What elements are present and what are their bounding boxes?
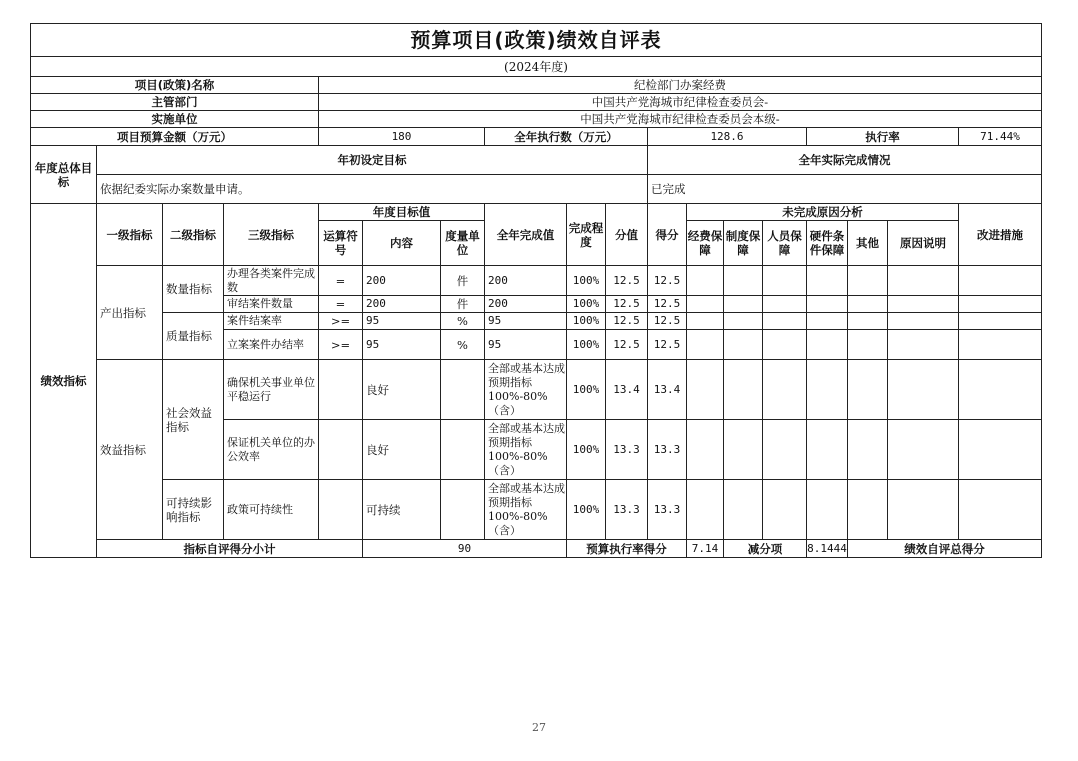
row-score: 13.3 — [648, 480, 687, 540]
row-l3: 审结案件数量 — [224, 296, 319, 313]
goal-done-text: 已完成 — [648, 175, 1042, 204]
row-op — [319, 360, 363, 420]
header-r3: 人员保障 — [763, 221, 807, 266]
deduct-value: 8.1444 — [807, 540, 848, 558]
rate-label: 执行率 — [807, 128, 959, 146]
quantity-label: 数量指标 — [163, 266, 224, 313]
header-l1: 一级指标 — [97, 204, 163, 266]
output-label: 产出指标 — [97, 266, 163, 360]
total-label: 绩效自评总得分 — [848, 540, 1042, 558]
row-score: 13.4 — [648, 360, 687, 420]
project-name-value: 纪检部门办案经费 — [319, 77, 1042, 94]
sustain-label: 可持续影响指标 — [163, 480, 224, 540]
impl-label: 实施单位 — [31, 111, 319, 128]
row-score: 12.5 — [648, 296, 687, 313]
header-improve: 改进措施 — [959, 204, 1042, 266]
page-number: 27 — [532, 721, 546, 734]
header-reason: 未完成原因分析 — [687, 204, 959, 221]
row-content: 95 — [363, 330, 441, 360]
row-l3: 政策可持续性 — [224, 480, 319, 540]
row-l3: 案件结案率 — [224, 313, 319, 330]
form-year: (2024年度) — [31, 57, 1042, 77]
row-content: 可持续 — [363, 480, 441, 540]
row-content: 200 — [363, 296, 441, 313]
row-l3: 确保机关事业单位平稳运行 — [224, 360, 319, 420]
row-degree: 100% — [567, 330, 606, 360]
row-degree: 100% — [567, 480, 606, 540]
row-op: = — [319, 296, 363, 313]
exec-value: 128.6 — [648, 128, 807, 146]
dept-label: 主管部门 — [31, 94, 319, 111]
row-actual: 全部或基本达成预期指标100%-80%（含） — [485, 360, 567, 420]
perf-label: 绩效指标 — [31, 204, 97, 558]
header-op: 运算符号 — [319, 221, 363, 266]
header-r6: 原因说明 — [888, 221, 959, 266]
row-op: >= — [319, 330, 363, 360]
row-value: 12.5 — [606, 266, 648, 296]
row-unit — [441, 480, 485, 540]
row-score: 12.5 — [648, 313, 687, 330]
row-content: 95 — [363, 313, 441, 330]
row-degree: 100% — [567, 420, 606, 480]
evaluation-table — [30, 23, 1042, 558]
row-value: 12.5 — [606, 330, 648, 360]
row-unit — [441, 360, 485, 420]
row-degree: 100% — [567, 313, 606, 330]
row-degree: 100% — [567, 360, 606, 420]
header-l3: 三级指标 — [224, 204, 319, 266]
subtotal-value: 90 — [363, 540, 567, 558]
table-row — [31, 480, 1042, 540]
goal-done-label: 全年实际完成情况 — [648, 146, 1042, 175]
row-unit — [441, 420, 485, 480]
row-l3: 办理各类案件完成数 — [224, 266, 319, 296]
header-actual: 全年完成值 — [485, 204, 567, 266]
header-score: 得分 — [648, 204, 687, 266]
row-score: 13.3 — [648, 420, 687, 480]
row-score: 12.5 — [648, 266, 687, 296]
header-l2: 二级指标 — [163, 204, 224, 266]
exec-label: 全年执行数（万元） — [485, 128, 648, 146]
social-label: 社会效益指标 — [163, 360, 224, 480]
row-value: 13.3 — [606, 480, 648, 540]
row-actual: 95 — [485, 330, 567, 360]
row-unit: 件 — [441, 266, 485, 296]
row-degree: 100% — [567, 266, 606, 296]
form-title: 预算项目(政策)绩效自评表 — [31, 24, 1042, 57]
dept-value: 中国共产党海城市纪律检查委员会- — [319, 94, 1042, 111]
row-content: 良好 — [363, 360, 441, 420]
row-value: 12.5 — [606, 313, 648, 330]
row-unit: 件 — [441, 296, 485, 313]
row-l3: 立案案件办结率 — [224, 330, 319, 360]
goal-set-label: 年初设定目标 — [97, 146, 648, 175]
row-content: 200 — [363, 266, 441, 296]
row-op: >= — [319, 313, 363, 330]
header-r4: 硬件条件保障 — [807, 221, 848, 266]
budget-value: 180 — [319, 128, 485, 146]
header-r1: 经费保障 — [687, 221, 724, 266]
row-actual: 200 — [485, 266, 567, 296]
header-r2: 制度保障 — [724, 221, 763, 266]
budget-label: 项目预算金额（万元） — [31, 128, 319, 146]
row-content: 良好 — [363, 420, 441, 480]
goal-label: 年度总体目标 — [31, 146, 97, 204]
header-target: 年度目标值 — [319, 204, 485, 221]
header-content: 内容 — [363, 221, 441, 266]
header-score-value: 分值 — [606, 204, 648, 266]
performance-self-evaluation-form — [30, 23, 1041, 568]
quality-label: 质量指标 — [163, 313, 224, 360]
row-score: 12.5 — [648, 330, 687, 360]
table-row — [31, 313, 1042, 330]
budget-score-value: 7.14 — [687, 540, 724, 558]
header-r5: 其他 — [848, 221, 888, 266]
table-row — [31, 266, 1042, 296]
row-value: 13.3 — [606, 420, 648, 480]
row-op: = — [319, 266, 363, 296]
row-value: 13.4 — [606, 360, 648, 420]
row-value: 12.5 — [606, 296, 648, 313]
row-op — [319, 420, 363, 480]
row-actual: 95 — [485, 313, 567, 330]
benefit-label: 效益指标 — [97, 360, 163, 540]
row-op — [319, 480, 363, 540]
row-actual: 200 — [485, 296, 567, 313]
goal-set-text: 依据纪委实际办案数量申请。 — [97, 175, 648, 204]
project-name-label: 项目(政策)名称 — [31, 77, 319, 94]
row-actual: 全部或基本达成预期指标100%-80%（含） — [485, 480, 567, 540]
impl-value: 中国共产党海城市纪律检查委员会本级- — [319, 111, 1042, 128]
deduct-label: 减分项 — [724, 540, 807, 558]
row-degree: 100% — [567, 296, 606, 313]
row-unit: % — [441, 313, 485, 330]
row-l3: 保证机关单位的办公效率 — [224, 420, 319, 480]
header-degree: 完成程度 — [567, 204, 606, 266]
row-actual: 全部或基本达成预期指标100%-80%（含） — [485, 420, 567, 480]
row-unit: % — [441, 330, 485, 360]
table-row — [31, 360, 1042, 420]
subtotal-label: 指标自评得分小计 — [97, 540, 363, 558]
header-unit: 度量单位 — [441, 221, 485, 266]
budget-score-label: 预算执行率得分 — [567, 540, 687, 558]
rate-value: 71.44% — [959, 128, 1042, 146]
